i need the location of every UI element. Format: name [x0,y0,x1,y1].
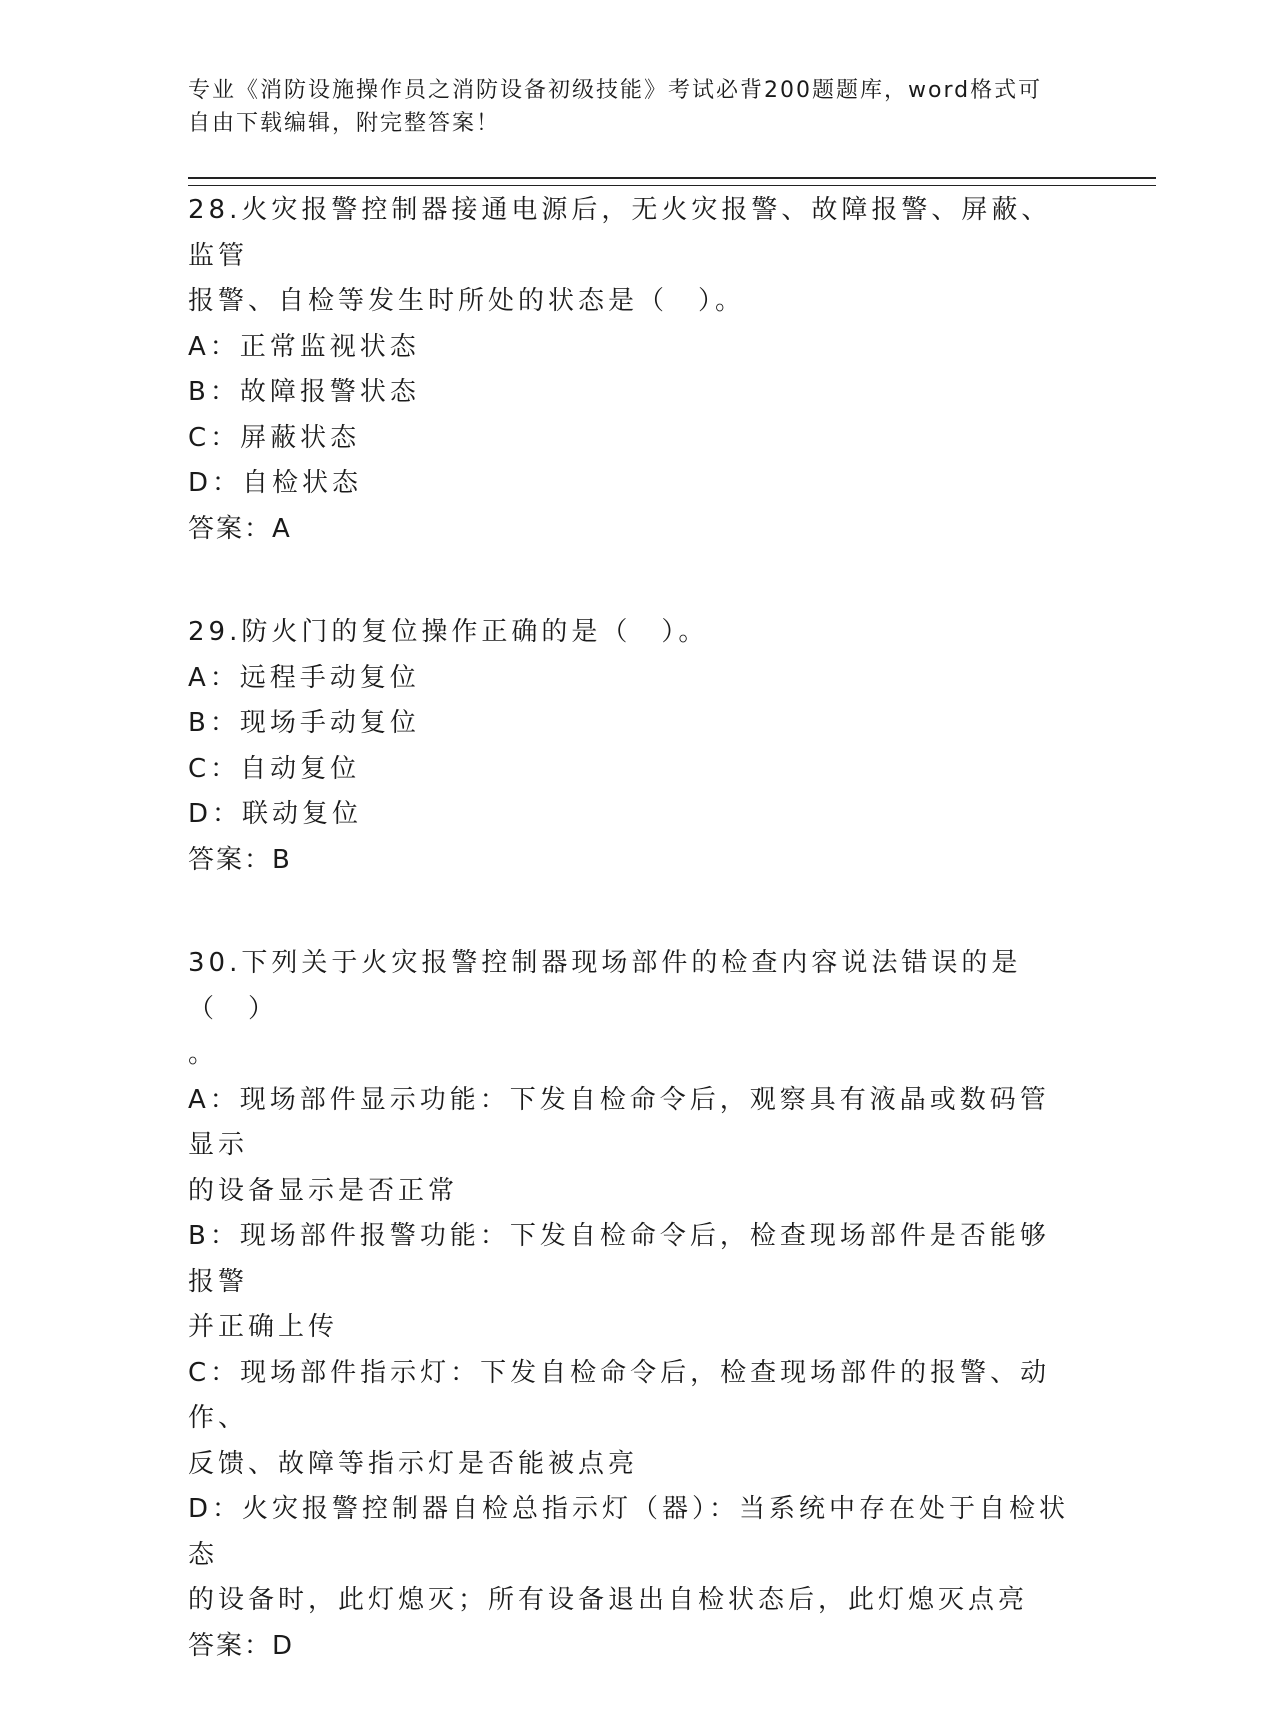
question-stem: 报警、自检等发生时所处的状态是（ ）。 [188,286,746,316]
answer-option: C：屏蔽状态 [188,422,361,453]
question-stem: 30.下列关于火灾报警控制器现场部件的检查内容说法错误的是（ ） [188,948,1022,1024]
answer-option: A：现场部件显示功能：下发自检命令后，观察具有液晶或数码管显示 [188,1084,1050,1160]
question-block [188,941,1078,1669]
answer-key: 答案：B [188,844,292,875]
answer-option: D：自检状态 [188,468,363,498]
header-divider [188,177,1156,186]
header-note [188,74,1088,140]
answer-key: 答案：A [188,513,292,544]
answer-option: A：正常监视状态 [188,331,420,362]
answer-option: B：故障报警状态 [188,377,420,407]
answer-option: C：现场部件指示灯：下发自检命令后，检查现场部件的报警、动作、 [188,1357,1051,1433]
answer-option: C：自动复位 [188,753,361,784]
answer-option: 并正确上传 [188,1312,339,1342]
answer-option: 的设备显示是否正常 [188,1175,459,1206]
question-list [188,188,1078,1727]
question-block [188,610,1078,883]
answer-option: 的设备时，此灯熄灭；所有设备退出自检状态后，此灯熄灭点亮 [188,1585,1029,1615]
answer-option: 反馈、故障等指示灯是否能被点亮 [188,1448,639,1479]
question-stem: 28.火灾报警控制器接通电源后，无火灾报警、故障报警、屏蔽、监管 [188,195,1052,271]
answer-option: A：远程手动复位 [188,662,420,693]
answer-option: B：现场手动复位 [188,708,420,738]
question-stem: 。 [188,1039,219,1069]
answer-option: D：火灾报警控制器自检总指示灯（器）：当系统中存在处于自检状态 [188,1494,1070,1570]
header-note-line: 自由下载编辑，附完整答案！ [188,111,501,136]
question-block [188,188,1078,552]
answer-option: D：联动复位 [188,799,363,829]
answer-key: 答案：D [188,1630,295,1661]
answer-option: B：现场部件报警功能：下发自检命令后，检查现场部件是否能够报警 [188,1221,1050,1297]
question-stem: 29.防火门的复位操作正确的是（ ）。 [188,617,709,647]
header-note-line: 专业《消防设施操作员之消防设备初级技能》考试必背200题题库，word格式可 [188,78,1043,103]
